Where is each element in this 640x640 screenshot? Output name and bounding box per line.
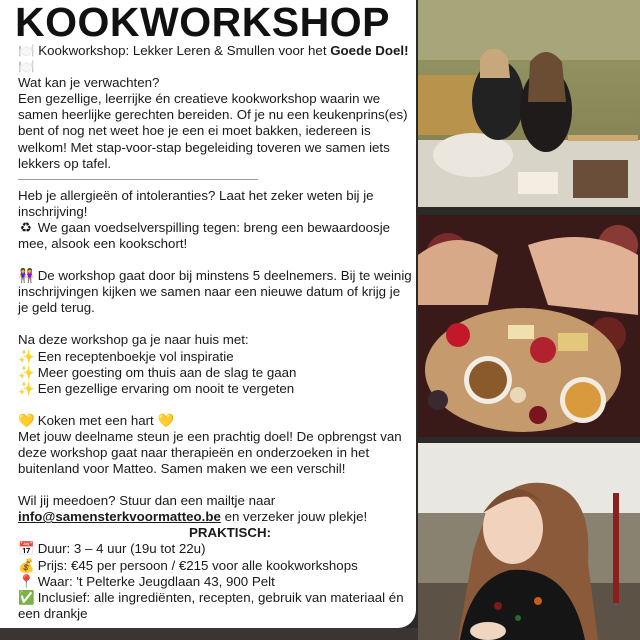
email-link[interactable]: info@samensterkvoormatteo.be xyxy=(18,509,221,525)
signup-text: Wil jij meedoen? Stuur dan een mailtje naar xyxy=(18,493,276,509)
heart-heading: 💛 Koken met een hart 💛 xyxy=(18,412,175,428)
heart-icon: 💛 xyxy=(157,412,175,428)
practical-price: 💰 Prijs: €45 per persoon / €215 voor alle kookworkshops xyxy=(18,557,358,573)
practical-location: 📍 Waar: 't Pelterke Jeugdlaan 43, 900 Pelt xyxy=(18,573,275,589)
practical-duration: 📅 Duur: 3 – 4 uur (19u tot 22u) xyxy=(18,541,206,557)
signup-line: info@samensterkvoormatteo.be en verzeker jouw plekje! xyxy=(18,509,368,525)
heart-icon: 💛 xyxy=(18,412,35,428)
divider xyxy=(18,179,258,180)
check-icon: ✅ xyxy=(18,589,35,605)
heart-text: Met jouw deelname steun je een prachtig doel! De opbrengst van deze workshop gaat naar therapieën en onderzoeken in het buitenland voor Matteo. Samen maken we een verschil! xyxy=(18,428,402,477)
money-icon: 💰 xyxy=(18,557,35,573)
pin-icon: 📍 xyxy=(18,573,35,589)
practical-included: ✅ Inclusief: alle ingrediënten, recepten, gebruik van materiaal én een drankje xyxy=(18,589,404,621)
intro-description: Een gezellige, leerrijke én creatieve kookworkshop waarin we samen heerlijke gerechten bereiden. Of je nu een keukenprins(es) bent of nog net weet hoe je een ei moet bakken, iedereen is welkom! Met stap-voor-stap begeleiding toveren we samen iets lekkers op tafel. xyxy=(18,91,408,171)
page-title: KOOKWORKSHOP xyxy=(15,0,390,45)
practical-heading: PRAKTISCH: xyxy=(189,525,271,541)
sparkle-icon: ✨ xyxy=(18,380,35,396)
cutlery-icon: 🍽️ xyxy=(18,59,35,75)
intro-headline: 🍽️ Kookworkshop: Lekker Leren & Smullen voor het Goede Doel! 🍽️ xyxy=(18,43,409,75)
cutlery-icon: 🍽️ xyxy=(18,43,35,58)
grazing-board-photo xyxy=(418,215,640,437)
takeaway-heading: Na deze workshop ga je naar huis met: xyxy=(18,332,249,348)
calendar-icon: 📅 xyxy=(18,541,35,557)
picnic-photo xyxy=(418,0,640,207)
intro-question: Wat kan je verwachten? xyxy=(18,75,160,91)
woman-portrait-photo xyxy=(418,443,640,640)
bottom-photo-strip xyxy=(0,628,418,640)
people-icon: 👭 xyxy=(18,268,35,284)
minimum-text: 👭 De workshop gaat door bij minstens 5 deelnemers. Bij te weinig inschrijvingen kijken we samen naar een nieuwe datum of krijg je je geld terug. xyxy=(18,268,412,316)
recycle-icon: ♻ xyxy=(20,219,32,235)
flyer-body xyxy=(18,43,412,622)
waste-text: ♻ We gaan voedselverspilling tegen: breng een bewaardoosje mee, alsook een kookschort! xyxy=(18,219,391,252)
takeaway-item: ✨ Meer goesting om thuis aan de slag te gaan xyxy=(18,364,297,380)
sparkle-icon: ✨ xyxy=(18,348,35,364)
takeaway-item: ✨ Een gezellige ervaring om nooit te vergeten xyxy=(18,380,295,396)
takeaway-item: ✨ Een receptenboekje vol inspiratie xyxy=(18,348,234,364)
allergy-text: Heb je allergieën of intoleranties? Laat het zeker weten bij je inschrijving! xyxy=(18,187,374,219)
sparkle-icon: ✨ xyxy=(18,364,35,380)
